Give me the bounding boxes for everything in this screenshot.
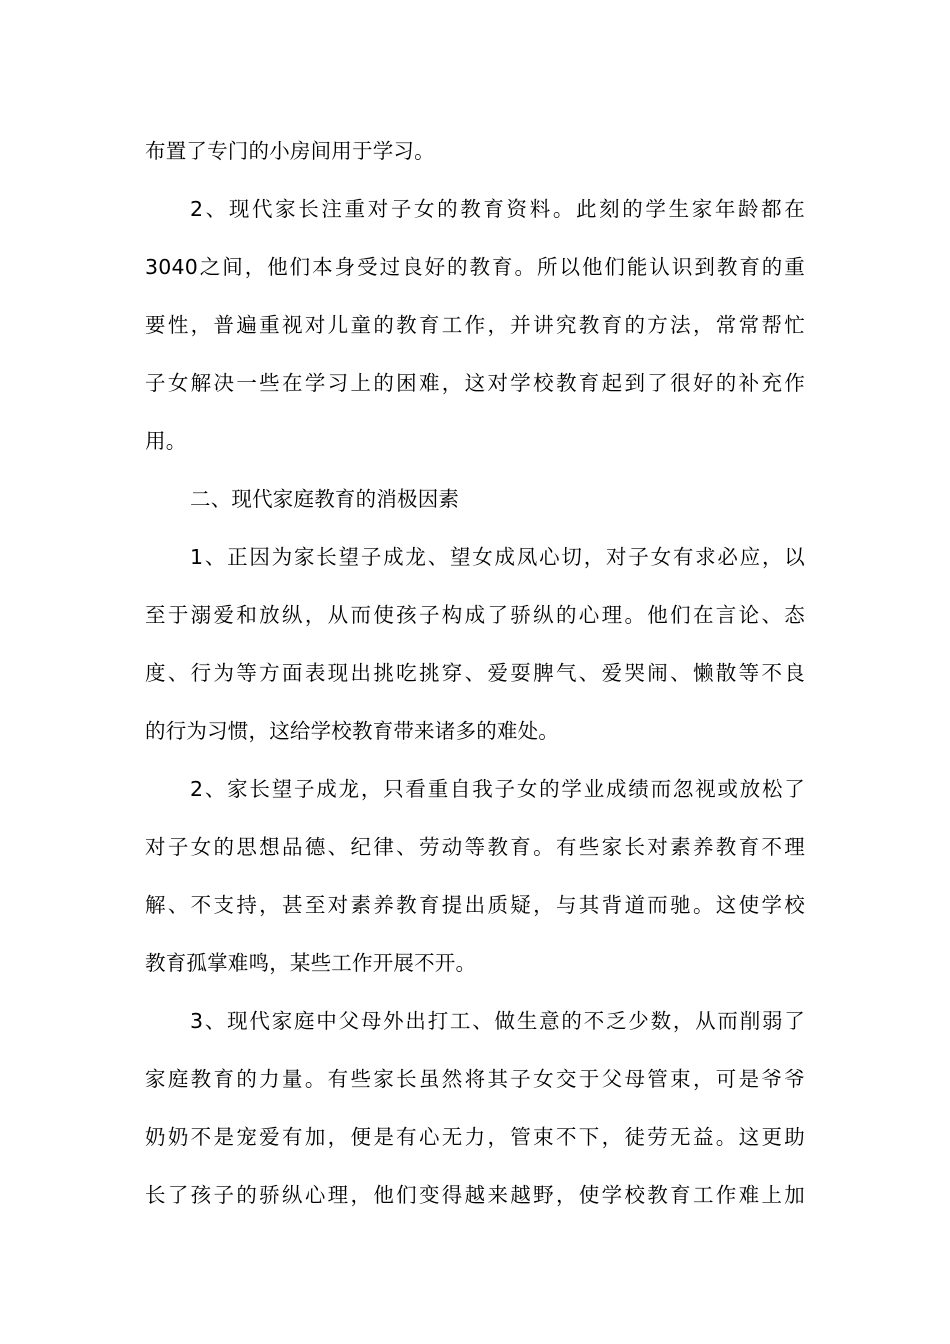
paragraph-line: 家庭教育的力量。有些家长虽然将其子女交于父母管束，可是爷爷: [145, 1067, 805, 1091]
paragraph-line: 2、现代家长注重对子女的教育资料。此刻的学生家年龄都在: [190, 197, 805, 221]
section-heading: 二、现代家庭教育的消极因素: [190, 487, 460, 511]
paragraph-line: 度、行为等方面表现出挑吃挑穿、爱耍脾气、爱哭闹、懒散等不良: [145, 661, 805, 685]
paragraph-line: 2、家长望子成龙，只看重自我子女的学业成绩而忽视或放松了: [190, 777, 805, 801]
paragraph-line: 1、正因为家长望子成龙、望女成凤心切，对子女有求必应，以: [190, 545, 805, 569]
paragraph-line: 要性，普遍重视对儿童的教育工作，并讲究教育的方法，常常帮忙: [145, 313, 805, 337]
paragraph-line: 教育孤掌难鸣，某些工作开展不开。: [145, 951, 477, 975]
paragraph-line: 的行为习惯，这给学校教育带来诸多的难处。: [145, 719, 559, 743]
paragraph-line: 对子女的思想品德、纪律、劳动等教育。有些家长对素养教育不理: [145, 835, 805, 859]
paragraph-line: 至于溺爱和放纵，从而使孩子构成了骄纵的心理。他们在言论、态: [145, 603, 805, 627]
paragraph-line: 奶奶不是宠爱有加，便是有心无力，管束不下，徒劳无益。这更助: [145, 1125, 805, 1149]
paragraph-line: 解、不支持，甚至对素养教育提出质疑，与其背道而驰。这使学校: [145, 893, 805, 917]
paragraph-line: 3、现代家庭中父母外出打工、做生意的不乏少数，从而削弱了: [190, 1009, 805, 1033]
paragraph-line: 长了孩子的骄纵心理，他们变得越来越野，使学校教育工作难上加: [145, 1183, 805, 1207]
paragraph-line: 子女解决一些在学习上的困难，这对学校教育起到了很好的补充作: [145, 371, 805, 395]
paragraph-line: 布置了专门的小房间用于学习。: [145, 139, 435, 163]
paragraph-line: 用。: [145, 429, 187, 453]
paragraph-line: 3040之间，他们本身受过良好的教育。所以他们能认识到教育的重: [145, 255, 805, 279]
